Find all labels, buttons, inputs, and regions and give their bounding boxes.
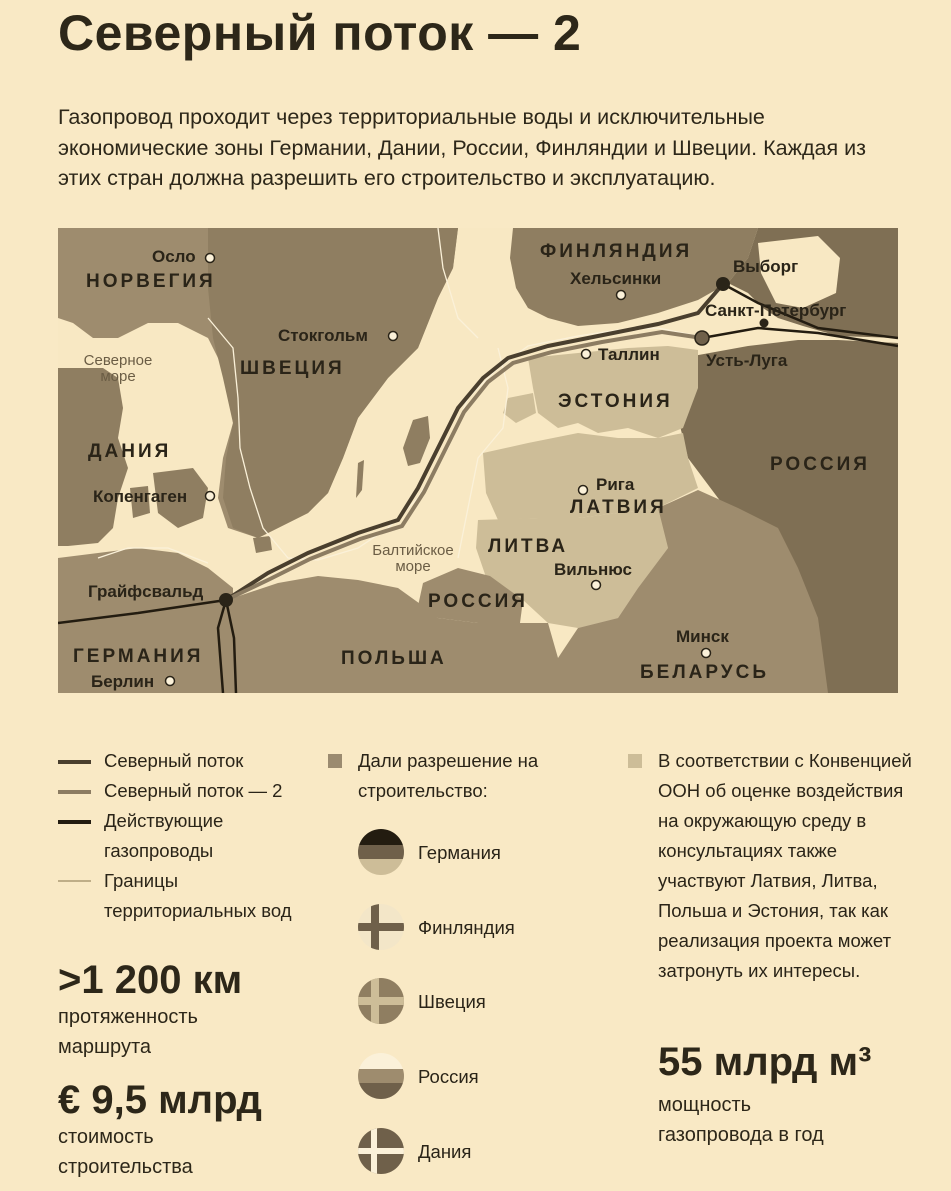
label-lithuania: ЛИТВА	[488, 536, 569, 557]
label-ust-luga: Усть-Луга	[706, 351, 788, 370]
city-dot-vyborg	[716, 277, 730, 291]
label-helsinki: Хельсинки	[570, 269, 662, 288]
flag-sweden-icon	[358, 978, 404, 1024]
label-poland: ПОЛЬША	[341, 648, 447, 669]
label-vyborg: Выборг	[733, 257, 799, 276]
label-russia: РОССИЯ	[770, 454, 870, 475]
label-minsk: Минск	[676, 627, 729, 646]
legend-borders	[58, 866, 313, 926]
city-dot-ust-luga	[695, 331, 709, 345]
city-dot-stockholm	[389, 332, 398, 341]
label-baltic-sea-2: море	[395, 558, 431, 575]
legend-swatch-existing	[58, 820, 91, 824]
flag-russia-icon	[358, 1053, 404, 1099]
label-copenhagen: Копенгаген	[93, 487, 188, 506]
stat-cost-label: стоимость строительства	[58, 1126, 193, 1178]
label-berlin: Берлин	[91, 672, 155, 691]
label-tallinn: Таллин	[598, 345, 660, 364]
label-north-sea-1: Северное	[83, 352, 153, 369]
city-dot-berlin	[166, 677, 175, 686]
legend-nord-stream	[58, 746, 328, 776]
legend-existing	[58, 806, 303, 866]
label-oslo: Осло	[152, 247, 196, 266]
flag-label-finland: Финляндия	[418, 917, 515, 938]
map	[58, 228, 898, 693]
stat-length-value: >1 200 км	[58, 958, 243, 1002]
approved-heading: Дали разрешение на строительство:	[358, 750, 539, 801]
flag-denmark-icon	[358, 1128, 404, 1174]
legend-nord-stream-2	[58, 776, 328, 806]
city-dot-copenhagen	[206, 492, 215, 501]
stat-capacity-value: 55 млрд м³	[658, 1040, 872, 1084]
label-spb: Санкт-Петербург	[705, 301, 847, 320]
city-dot-vilnius	[592, 581, 601, 590]
label-belarus: БЕЛАРУСЬ	[640, 662, 770, 683]
label-riga: Рига	[596, 475, 635, 494]
flag-label-germany: Германия	[418, 842, 501, 863]
flag-label-sweden: Швеция	[418, 991, 486, 1012]
legend-swatch-borders	[58, 880, 91, 882]
legend-label-nord-stream: Северный поток	[104, 750, 244, 771]
intro-text: Газопровод проходит через территориальные воды и исключительные экономические зоны Германии, Дании, России, Финляндии и Швеции. Каждая из этих стран должна разрешить его строительство и эксплуатацию.	[58, 105, 866, 190]
legend-square-consult	[628, 754, 642, 768]
stat-capacity-label: мощность газопровода в год	[658, 1094, 824, 1146]
label-latvia: ЛАТВИЯ	[570, 497, 667, 518]
flag-label-denmark: Дания	[418, 1141, 472, 1162]
label-stockholm: Стокгольм	[278, 326, 368, 345]
legend-swatch-nord-stream	[58, 760, 91, 764]
label-norway: НОРВЕГИЯ	[86, 271, 216, 292]
city-dot-riga	[579, 486, 588, 495]
flag-label-russia: Россия	[418, 1066, 479, 1087]
flag-germany-icon	[358, 829, 404, 875]
stat-length-label: протяженность маршрута	[58, 1006, 198, 1058]
city-dot-tallinn	[582, 350, 591, 359]
label-denmark: ДАНИЯ	[88, 441, 172, 462]
stat-cost-value: € 9,5 млрд	[58, 1078, 262, 1122]
city-dot-greifswald	[219, 593, 233, 607]
flag-finland-icon	[358, 904, 404, 950]
legend-swatch-nord-stream-2	[58, 790, 91, 794]
label-north-sea-2: море	[100, 368, 136, 385]
label-estonia: ЭСТОНИЯ	[558, 391, 673, 412]
consult-note: В соответствии с Конвенцией ООН об оценке воздействия на окружающую среду в консультациях также участвуют Латвия, Литва, Польша и Эстония, так как реализация проекта может затронуть их интересы.	[658, 750, 912, 981]
city-dot-minsk	[702, 649, 711, 658]
label-germany: ГЕРМАНИЯ	[73, 646, 204, 667]
legend-label-borders: Границы территориальных вод	[104, 870, 292, 921]
label-greifswald: Грайфсвальд	[88, 582, 204, 601]
legend-label-existing: Действующие газопроводы	[104, 810, 224, 861]
legend-label-nord-stream-2: Северный поток — 2	[104, 780, 283, 801]
label-russia-kaliningrad: РОССИЯ	[428, 591, 528, 612]
label-sweden: ШВЕЦИЯ	[240, 358, 345, 379]
city-dot-helsinki	[617, 291, 626, 300]
page-title: Северный поток — 2	[58, 5, 582, 61]
city-dot-oslo	[206, 254, 215, 263]
legend-square-approved	[328, 754, 342, 768]
label-vilnius: Вильнюс	[554, 560, 632, 579]
label-finland: ФИНЛЯНДИЯ	[540, 241, 693, 262]
label-baltic-sea-1: Балтийское	[372, 542, 454, 559]
